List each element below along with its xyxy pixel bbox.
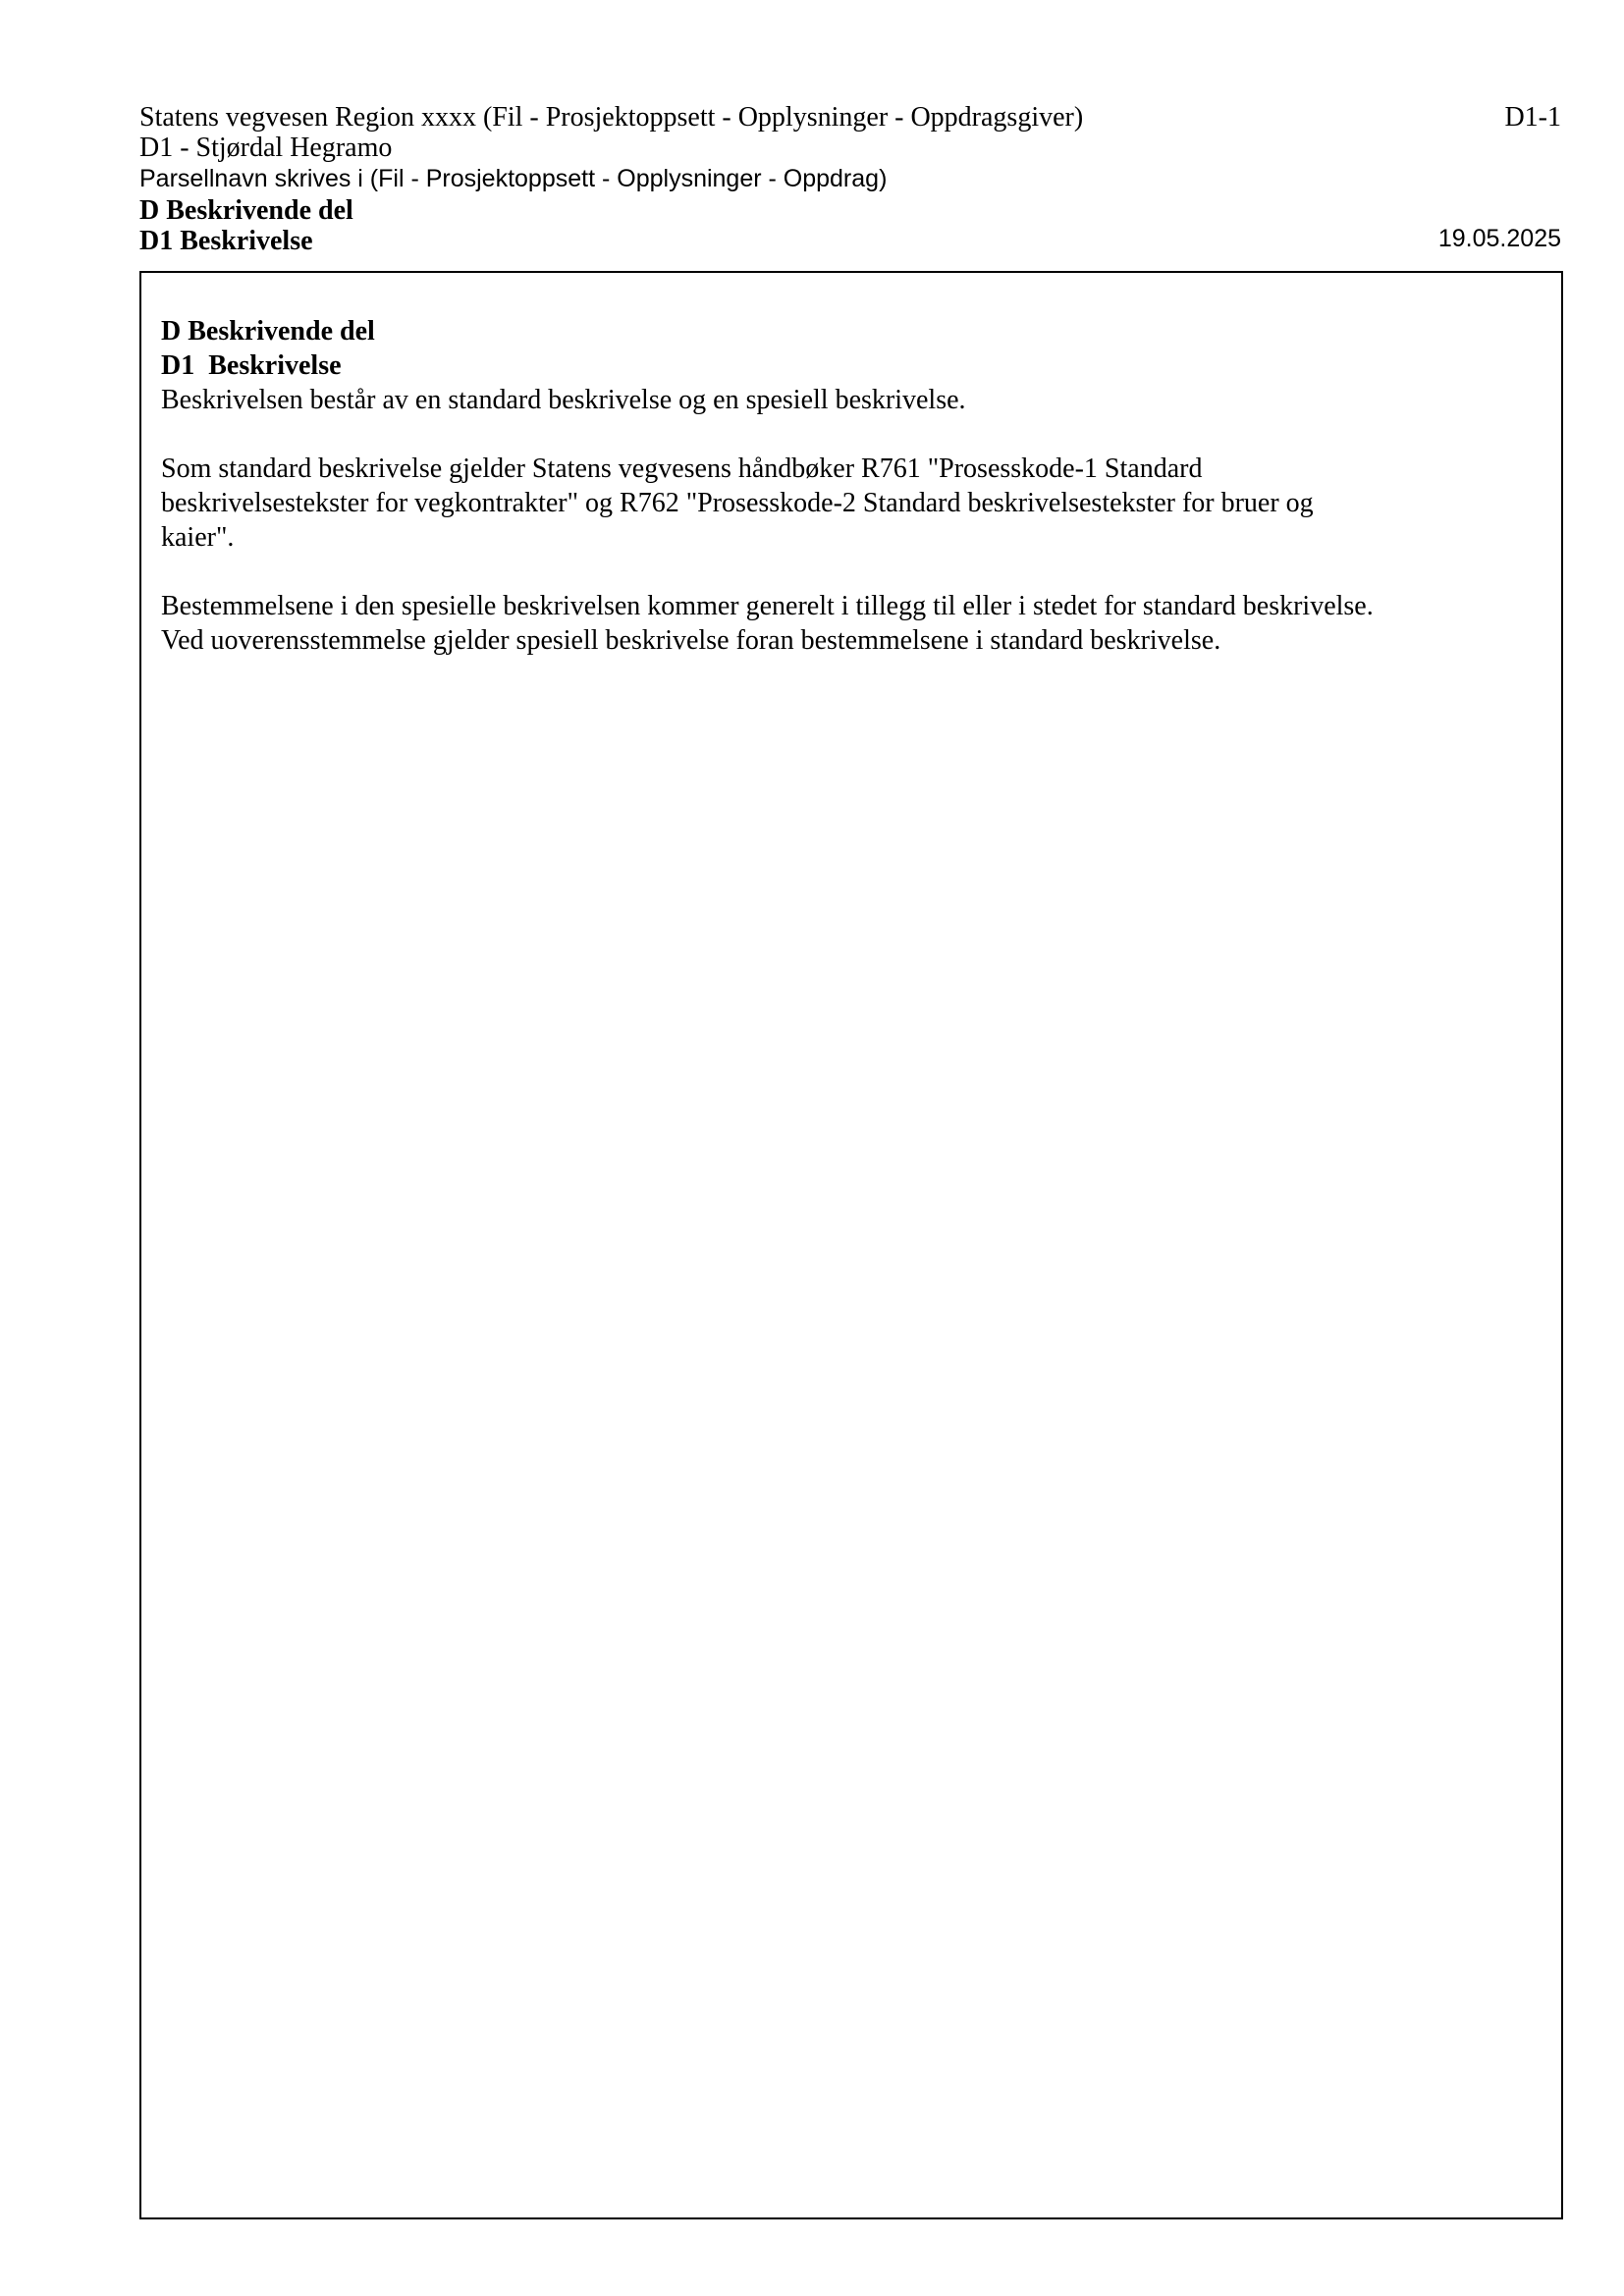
content-intro: Beskrivelsen består av en standard beskrivelse og en spesiell beskrivelse. xyxy=(161,385,966,415)
paragraph-line: kaier". xyxy=(161,522,235,553)
header-line-4 xyxy=(139,195,1561,226)
page-header xyxy=(139,102,1561,256)
paragraph-standard-description xyxy=(161,452,1536,555)
paragraph-special-description xyxy=(161,589,1536,658)
header-parcel-name: Parsellnavn skrives i (Fil - Prosjektoppsett - Opplysninger - Oppdrag) xyxy=(139,165,888,192)
header-organization: Statens vegvesen Region xxxx (Fil - Prosjektoppsett - Opplysninger - Oppdragsgiver) xyxy=(139,102,1084,133)
header-subsection: D1 Beskrivelse xyxy=(139,226,313,256)
paragraph-line: Ved uoverensstemmelse gjelder spesiell beskrivelse foran bestemmelsene i standard beskrivelse. xyxy=(161,625,1221,656)
content-body xyxy=(161,314,1536,658)
content-frame xyxy=(139,271,1563,2219)
paragraph-gap xyxy=(161,417,1536,452)
content-heading-2: D1 Beskrivelse xyxy=(161,350,342,381)
header-section: D Beskrivende del xyxy=(139,195,353,226)
content-heading-1: D Beskrivende del xyxy=(161,316,375,347)
paragraph-gap xyxy=(161,555,1536,589)
header-line-5 xyxy=(139,226,1561,256)
header-line-1 xyxy=(139,102,1561,133)
header-line-3 xyxy=(139,163,1561,195)
page-code: D1-1 xyxy=(1504,102,1561,133)
header-project: D1 - Stjørdal Hegramo xyxy=(139,133,393,163)
header-date: 19.05.2025 xyxy=(1437,225,1561,252)
header-line-2 xyxy=(139,133,1561,163)
paragraph-line: Bestemmelsene i den spesielle beskrivelsen kommer generelt i tillegg til eller i stedet for standard beskrivelse. xyxy=(161,591,1374,621)
paragraph-line: Som standard beskrivelse gjelder Statens vegvesens håndbøker R761 "Prosesskode-1 Standard xyxy=(161,454,1203,484)
paragraph-line: beskrivelsestekster for vegkontrakter" og R762 "Prosesskode-2 Standard beskrivelsestekster for bruer og xyxy=(161,488,1314,518)
